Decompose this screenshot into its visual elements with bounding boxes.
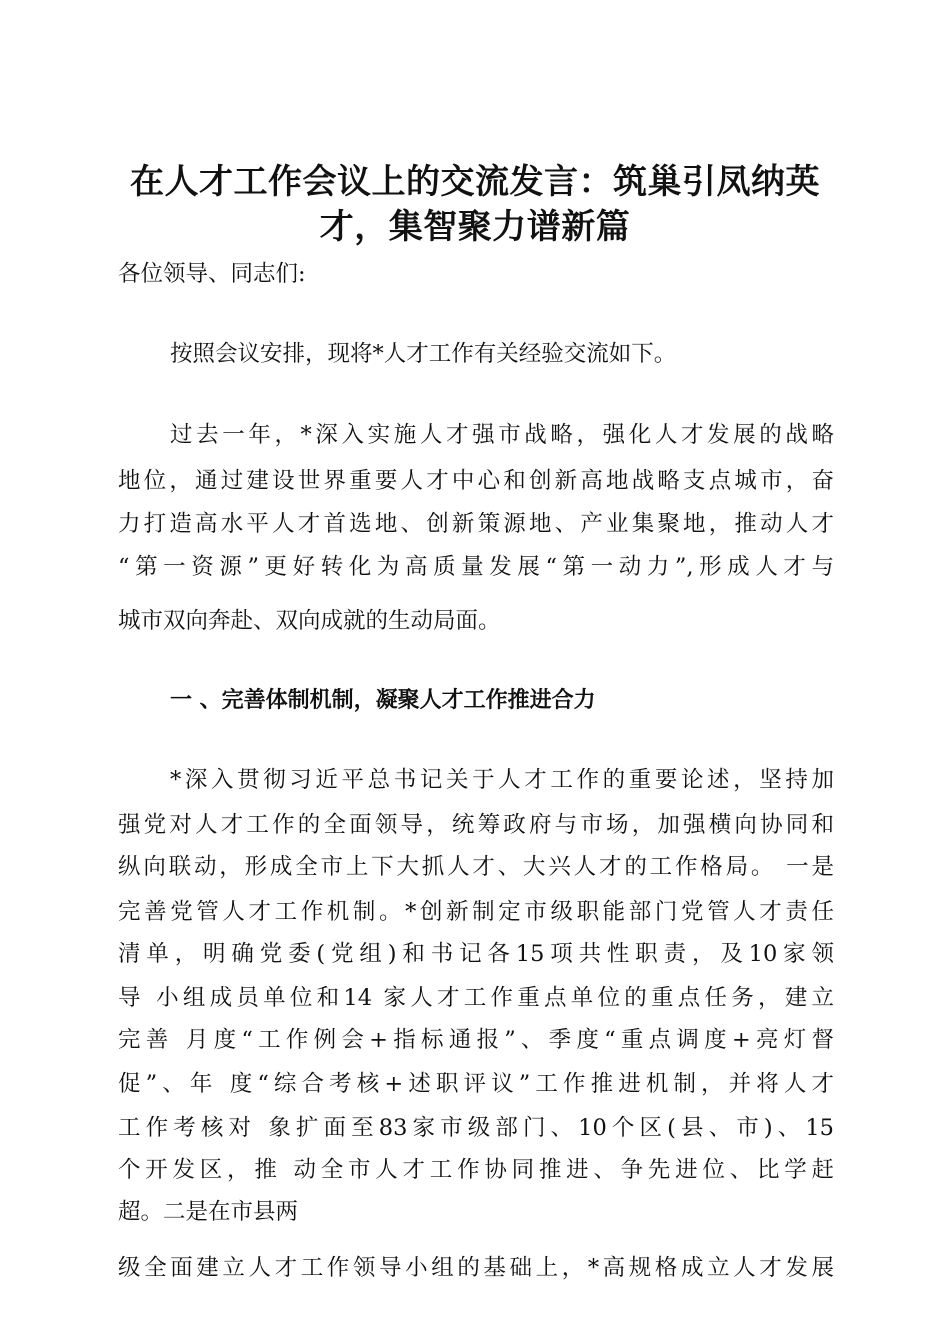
- intro-paragraph: 按照会议安排，现将*人才工作有关经验交流如下。: [170, 341, 677, 367]
- paragraph-line: “第一资源”更好转化为高质量发展“第一动力”,形成人才与: [118, 554, 834, 580]
- paragraph-line: *深入贯彻习近平总书记关于人才工作的重要论述，坚持加: [170, 767, 834, 793]
- paragraph-line: 导 小组成员单位和14 家人才工作重点单位的重点任务，建立: [118, 985, 834, 1011]
- paragraph-line: 城市双向奔赴、双向成就的生动局面。: [118, 608, 501, 634]
- paragraph-line: 完善党管人才工作机制。*创新制定市级职能部门党管人才责任: [118, 899, 834, 925]
- paragraph-line: 强党对人才工作的全面领导，统筹政府与市场，加强横向协同和: [118, 812, 834, 838]
- paragraph-line: 完善 月度“工作例会+指标通报”、季度“重点调度+亮灯督: [118, 1027, 834, 1053]
- paragraph-line: 过去一年，*深入实施人才强市战略，强化人才发展的战略: [170, 422, 834, 448]
- title-line-1: 在人才工作会议上的交流发言：筑巢引凤纳英: [130, 162, 820, 202]
- salutation: 各位领导、同志们:: [118, 261, 306, 287]
- section-heading: 一 、完善体制机制，凝聚人才工作推进合力: [170, 688, 596, 713]
- paragraph-line: 超。二是在市县两: [118, 1199, 299, 1225]
- document-title: [110, 160, 840, 250]
- paragraph-line: 工作考核对 象扩面至83家市级部门、10个区(县、市)、15: [118, 1115, 834, 1141]
- paragraph-line: 清单，明确党委(党组)和书记各15项共性职责，及10家领: [118, 941, 834, 967]
- paragraph-line: 级全面建立人才工作领导小组的基础上，*高规格成立人才发展: [118, 1255, 834, 1281]
- paragraph-line: 力打造高水平人才首选地、创新策源地、产业集聚地，推动人才: [118, 511, 834, 537]
- paragraph-line: 地位，通过建设世界重要人才中心和创新高地战略支点城市，奋: [118, 468, 834, 494]
- paragraph-line: 促”、年 度“综合考核+述职评议”工作推进机制，并将人才: [118, 1071, 834, 1097]
- paragraph-line: 个开发区，推 动全市人才工作协同推进、争先进位、比学赶: [118, 1157, 834, 1183]
- title-line-2: 才，集智聚力谱新篇: [319, 207, 631, 247]
- paragraph-line: 纵向联动，形成全市上下大抓人才、大兴人才的工作格局。 一是: [118, 854, 834, 880]
